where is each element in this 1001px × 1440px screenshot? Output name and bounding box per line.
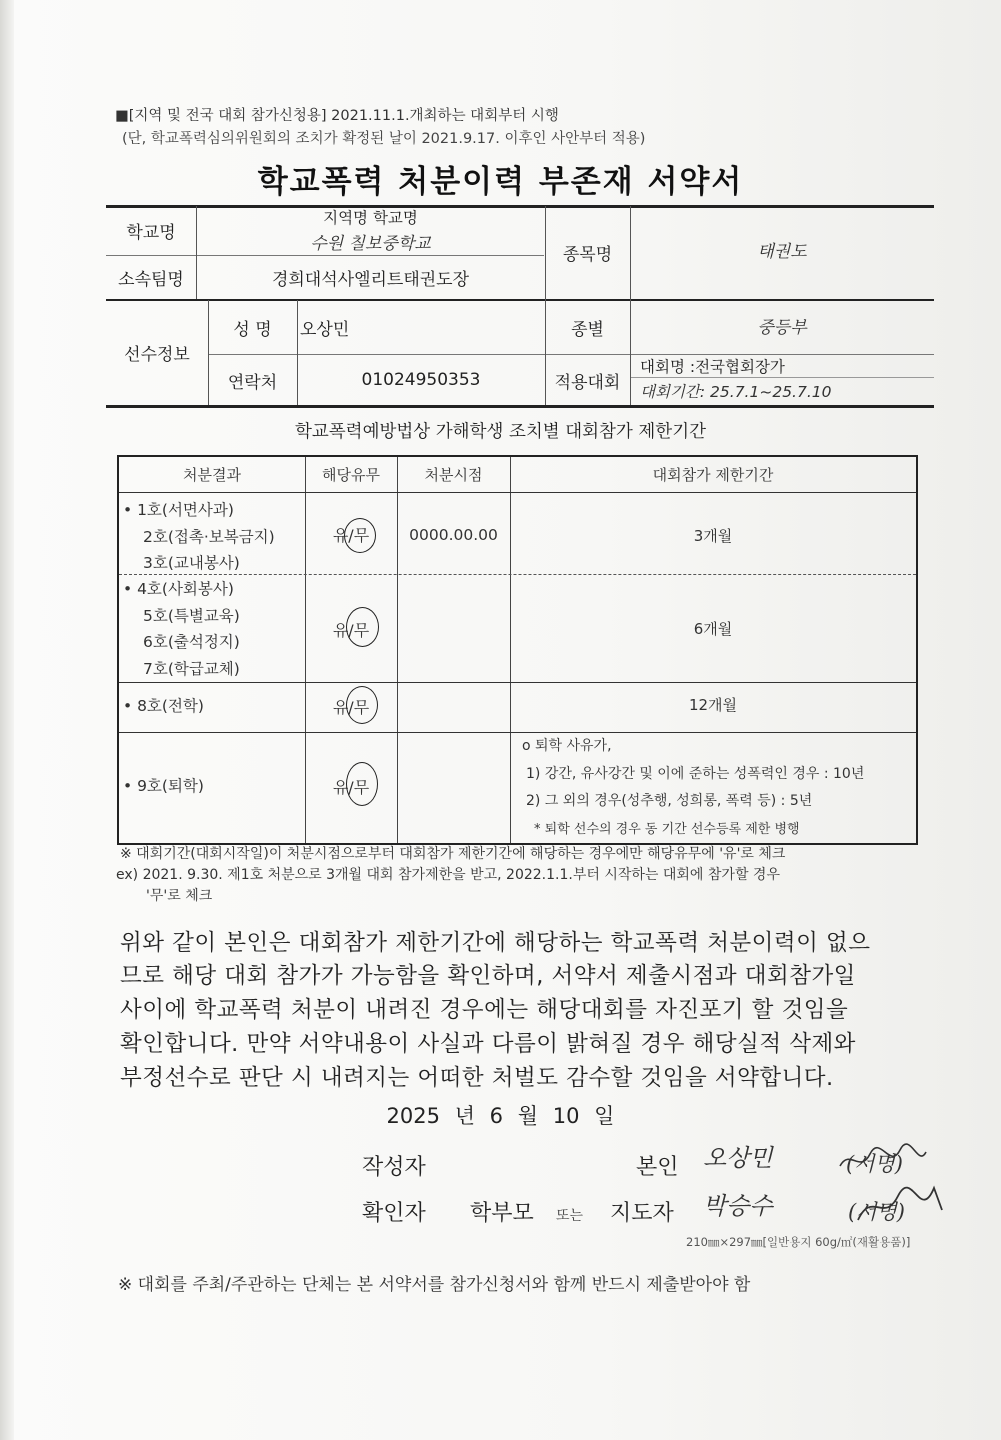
header-period: 대회참가 제한기간 xyxy=(652,466,774,484)
restriction-table xyxy=(117,455,918,845)
team-value: 경희대석사엘리트태권도장 xyxy=(271,270,470,290)
pledge-date: 2025 년 6 월 10 일 xyxy=(386,1104,615,1128)
row1-yesno: 유/무 xyxy=(332,526,370,545)
self-signature: 오상민 xyxy=(703,1144,773,1172)
seal-1: (서명) xyxy=(846,1152,903,1176)
athlete-label: 선수정보 xyxy=(124,345,190,365)
coach-signature: 박승수 xyxy=(703,1192,773,1220)
header-applicable: 해당유무 xyxy=(322,466,380,484)
event-period: 대회기간: 25.7.1~25.7.10 xyxy=(640,383,832,401)
row3-check-mark xyxy=(346,686,378,724)
sport-label: 종목명 xyxy=(562,245,613,265)
row1-period: 3개월 xyxy=(693,527,733,545)
signature-scribble-1 xyxy=(830,1140,930,1180)
restriction-table-title: 학교폭력예방법상 가해학생 조치별 대회참가 제한기간 xyxy=(294,422,707,442)
school-value: 수원 칠보중학교 xyxy=(310,233,431,254)
row1-check-mark xyxy=(344,518,376,553)
row4-check-mark xyxy=(346,762,378,806)
seal-2: (서명) xyxy=(848,1200,905,1224)
paper-spec: 210㎜×297㎜[일반용지 60g/㎡(재활용품)] xyxy=(686,1235,911,1249)
row3-items: • 8호(전학) xyxy=(123,697,204,715)
row4-yesno: 유/무 xyxy=(332,778,370,797)
row2-check-mark xyxy=(346,607,379,647)
confirmer-label: 확인자 xyxy=(362,1201,426,1226)
row3-yesno: 유/무 xyxy=(332,698,370,717)
name-label: 성 명 xyxy=(233,319,272,340)
header-result: 처분결과 xyxy=(183,466,241,484)
row2-yesno: 유/무 xyxy=(332,621,370,640)
team-label: 소속팀명 xyxy=(118,270,184,290)
note-line-3: '무'로 체크 xyxy=(146,888,213,904)
row4-period: o 퇴학 사유가, 1) 강간, 유사강간 및 이에 준하는 성폭력인 경우 : 10년 2) 그 외의 경우(성추행, 성희롱, 폭력 등) : 5년 * 퇴학 선수의 경우 동 기간 선수등록 제한 병행 xyxy=(522,738,865,837)
pledge-line-3: 사이에 학교폭력 처분이 내려진 경우에는 해당대회를 자진포기 할 것임을 xyxy=(120,997,849,1023)
footer-note: ※ 대회를 주최/주관하는 단체는 본 서약서를 참가신청서와 함께 반드시 제출받아야 함 xyxy=(118,1275,751,1295)
document-title: 학교폭력 처분이력 부존재 서약서 xyxy=(257,164,744,200)
or-label: 또는 xyxy=(556,1208,584,1224)
pledge-line-2: 므로 해당 대회 참가가 가능함을 확인하며, 서약서 제출시점과 대회참가일 xyxy=(120,963,856,989)
pledge-line-1: 위와 같이 본인은 대회참가 제한기간에 해당하는 학교폭력 처분이력이 없으 xyxy=(120,930,871,956)
event-name: 대회명 :전국협회장가 xyxy=(640,357,785,376)
note-line-1: ※ 대회기간(대회시작일)이 처분시점으로부터 대회참가 제한기간에 해당하는 경우에만 해당유무에 '유'로 체크 xyxy=(120,846,786,862)
contact-label: 연락처 xyxy=(227,372,278,393)
self-label: 본인 xyxy=(636,1155,679,1180)
name-value: 오상민 xyxy=(300,319,350,340)
notice-line-1: ■[지역 및 전국 대회 참가신청용] 2021.11.1.개최하는 대회부터 시행 xyxy=(115,108,559,124)
coach-label: 지도자 xyxy=(610,1201,674,1226)
sport-value: 태권도 xyxy=(757,241,807,262)
writer-label: 작성자 xyxy=(362,1155,426,1180)
row4-items: • 9호(퇴학) xyxy=(123,777,204,795)
row3-period: 12개월 xyxy=(688,696,738,714)
event-label: 적용대회 xyxy=(554,372,621,393)
pledge-line-4: 확인합니다. 만약 서약내용이 사실과 다름이 밝혀질 경우 해당실적 삭제와 xyxy=(120,1031,856,1057)
contact-value: 01024950353 xyxy=(361,370,481,390)
school-label: 학교명 xyxy=(126,223,176,243)
division-label: 종별 xyxy=(571,319,604,340)
signature-scribble-2 xyxy=(850,1180,950,1232)
row1-items: • 1호(서면사과) 2호(접촉·보복금지) 3호(교내봉사) xyxy=(123,501,275,572)
notice-line-2: (단, 학교폭력심의위원회의 조치가 확정된 날이 2021.9.17. 이후인 사안부터 적용) xyxy=(122,131,646,147)
row2-items: • 4호(사회봉사) 5호(특별교육) 6호(출석정지) 7호(학급교체) xyxy=(123,580,240,678)
parent-label: 학부모 xyxy=(470,1201,534,1226)
row2-period: 6개월 xyxy=(693,620,733,638)
header-date: 처분시점 xyxy=(424,466,483,484)
pledge-line-5: 부정선수로 판단 시 내려지는 어떠한 처벌도 감수할 것임을 서약합니다. xyxy=(120,1065,834,1091)
row1-date: 0000.00.00 xyxy=(409,526,498,544)
division-value: 중등부 xyxy=(757,317,807,338)
scan-edge xyxy=(0,0,14,1440)
school-header: 지역명 학교명 xyxy=(323,209,418,227)
note-line-2: ex) 2021. 9.30. 제1호 처분으로 3개월 대회 참가제한을 받고, 2022.1.1.부터 시작하는 대회에 참가할 경우 xyxy=(116,867,780,883)
